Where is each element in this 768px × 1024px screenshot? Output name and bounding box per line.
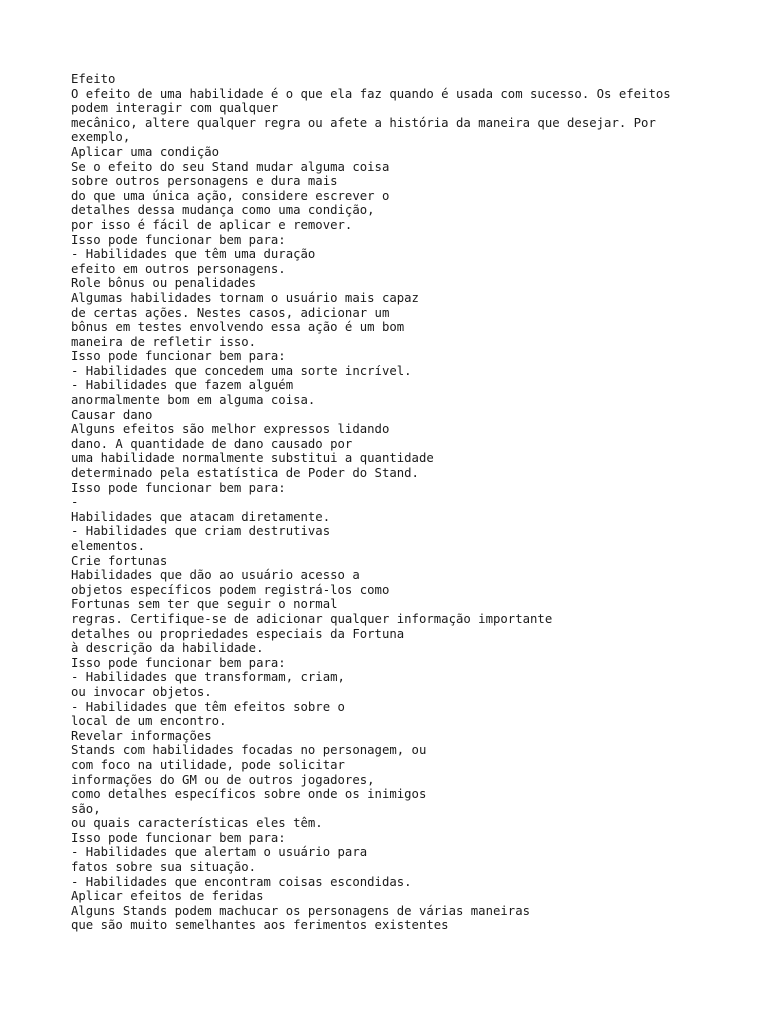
- text-line: - Habilidades que encontram coisas escondidas.: [71, 874, 412, 889]
- text-line: Se o efeito do seu Stand mudar alguma coisa: [71, 159, 390, 174]
- text-line: Alguns Stands podem machucar os personagens de várias maneiras: [71, 903, 531, 918]
- text-line: uma habilidade normalmente substitui a quantidade: [71, 451, 434, 466]
- text-line: - Habilidades que criam destrutivas: [71, 524, 331, 539]
- text-line: Efeito: [71, 72, 116, 86]
- text-line: dano. A quantidade de dano causado por: [71, 436, 353, 451]
- text-line: Habilidades que atacam diretamente.: [71, 509, 331, 524]
- text-line: Isso pode funcionar bem para:: [71, 830, 286, 845]
- text-line: local de um encontro.: [71, 714, 227, 729]
- text-line: Crie fortunas: [71, 553, 168, 568]
- text-line: - Habilidades que alertam o usuário para: [71, 845, 368, 860]
- text-line: por isso é fácil de aplicar e remover.: [71, 217, 353, 232]
- text-line: Aplicar efeitos de feridas: [71, 889, 264, 904]
- text-line: sobre outros personagens e dura mais: [71, 174, 338, 189]
- text-line: - Habilidades que têm uma duração: [71, 247, 316, 262]
- text-line: como detalhes específicos sobre onde os inimigos: [71, 787, 427, 802]
- text-line: Causar dano: [71, 407, 153, 422]
- document-text: [71, 72, 731, 933]
- text-line: podem interagir com qualquer: [71, 101, 279, 116]
- text-line: - Habilidades que fazem alguém: [71, 378, 294, 393]
- text-line: Fortunas sem ter que seguir o normal: [71, 597, 338, 612]
- text-line: -: [71, 495, 79, 510]
- text-line: maneira de refletir isso.: [71, 334, 257, 349]
- text-line: fatos sobre sua situação.: [71, 860, 257, 875]
- text-line: bônus em testes envolvendo essa ação é um bom: [71, 320, 405, 335]
- text-line: ou invocar objetos.: [71, 684, 212, 699]
- text-line: Isso pode funcionar bem para:: [71, 349, 286, 364]
- text-line: elementos.: [71, 539, 146, 553]
- text-line: Revelar informações: [71, 728, 212, 743]
- text-line: Isso pode funcionar bem para:: [71, 480, 286, 495]
- text-line: O efeito de uma habilidade é o que ela faz quando é usada com sucesso. Os efeitos: [71, 86, 671, 101]
- text-line: Habilidades que dão ao usuário acesso a: [71, 568, 360, 583]
- text-line: Isso pode funcionar bem para:: [71, 232, 286, 247]
- text-line: regras. Certifique-se de adicionar qualquer informação importante: [71, 611, 553, 626]
- text-line: - Habilidades que transformam, criam,: [71, 670, 345, 685]
- text-line: - Habilidades que concedem uma sorte incrível.: [71, 363, 412, 378]
- text-line: com foco na utilidade, pode solicitar: [71, 757, 345, 772]
- text-line: Stands com habilidades focadas no personagem, ou: [71, 743, 427, 758]
- text-line: efeito em outros personagens.: [71, 261, 286, 276]
- text-line: que são muito semelhantes aos ferimentos existentes: [71, 918, 449, 933]
- text-line: determinado pela estatística de Poder do Stand.: [71, 466, 419, 481]
- text-line: Role bônus ou penalidades: [71, 276, 257, 291]
- text-line: informações do GM ou de outros jogadores,: [71, 772, 375, 787]
- text-line: detalhes ou propriedades especiais da Fortuna: [71, 626, 405, 641]
- text-line: ou quais características eles têm.: [71, 816, 323, 831]
- text-line: à descrição da habilidade.: [71, 641, 264, 656]
- text-line: são,: [71, 801, 101, 816]
- text-line: mecânico, altere qualquer regra ou afete a história da maneira que desejar. Por: [71, 115, 656, 130]
- text-line: anormalmente bom em alguma coisa.: [71, 393, 316, 408]
- text-line: detalhes dessa mudança como uma condição,: [71, 203, 375, 218]
- text-line: - Habilidades que têm efeitos sobre o: [71, 699, 345, 714]
- text-line: de certas ações. Nestes casos, adicionar um: [71, 305, 390, 320]
- text-line: Aplicar uma condição: [71, 144, 220, 159]
- text-line: exemplo,: [71, 130, 131, 145]
- text-line: Alguns efeitos são melhor expressos lidando: [71, 422, 390, 437]
- text-line: objetos específicos podem registrá-los como: [71, 582, 390, 597]
- text-line: do que uma única ação, considere escrever o: [71, 188, 390, 203]
- text-line: Algumas habilidades tornam o usuário mais capaz: [71, 290, 419, 305]
- text-line: Isso pode funcionar bem para:: [71, 655, 286, 670]
